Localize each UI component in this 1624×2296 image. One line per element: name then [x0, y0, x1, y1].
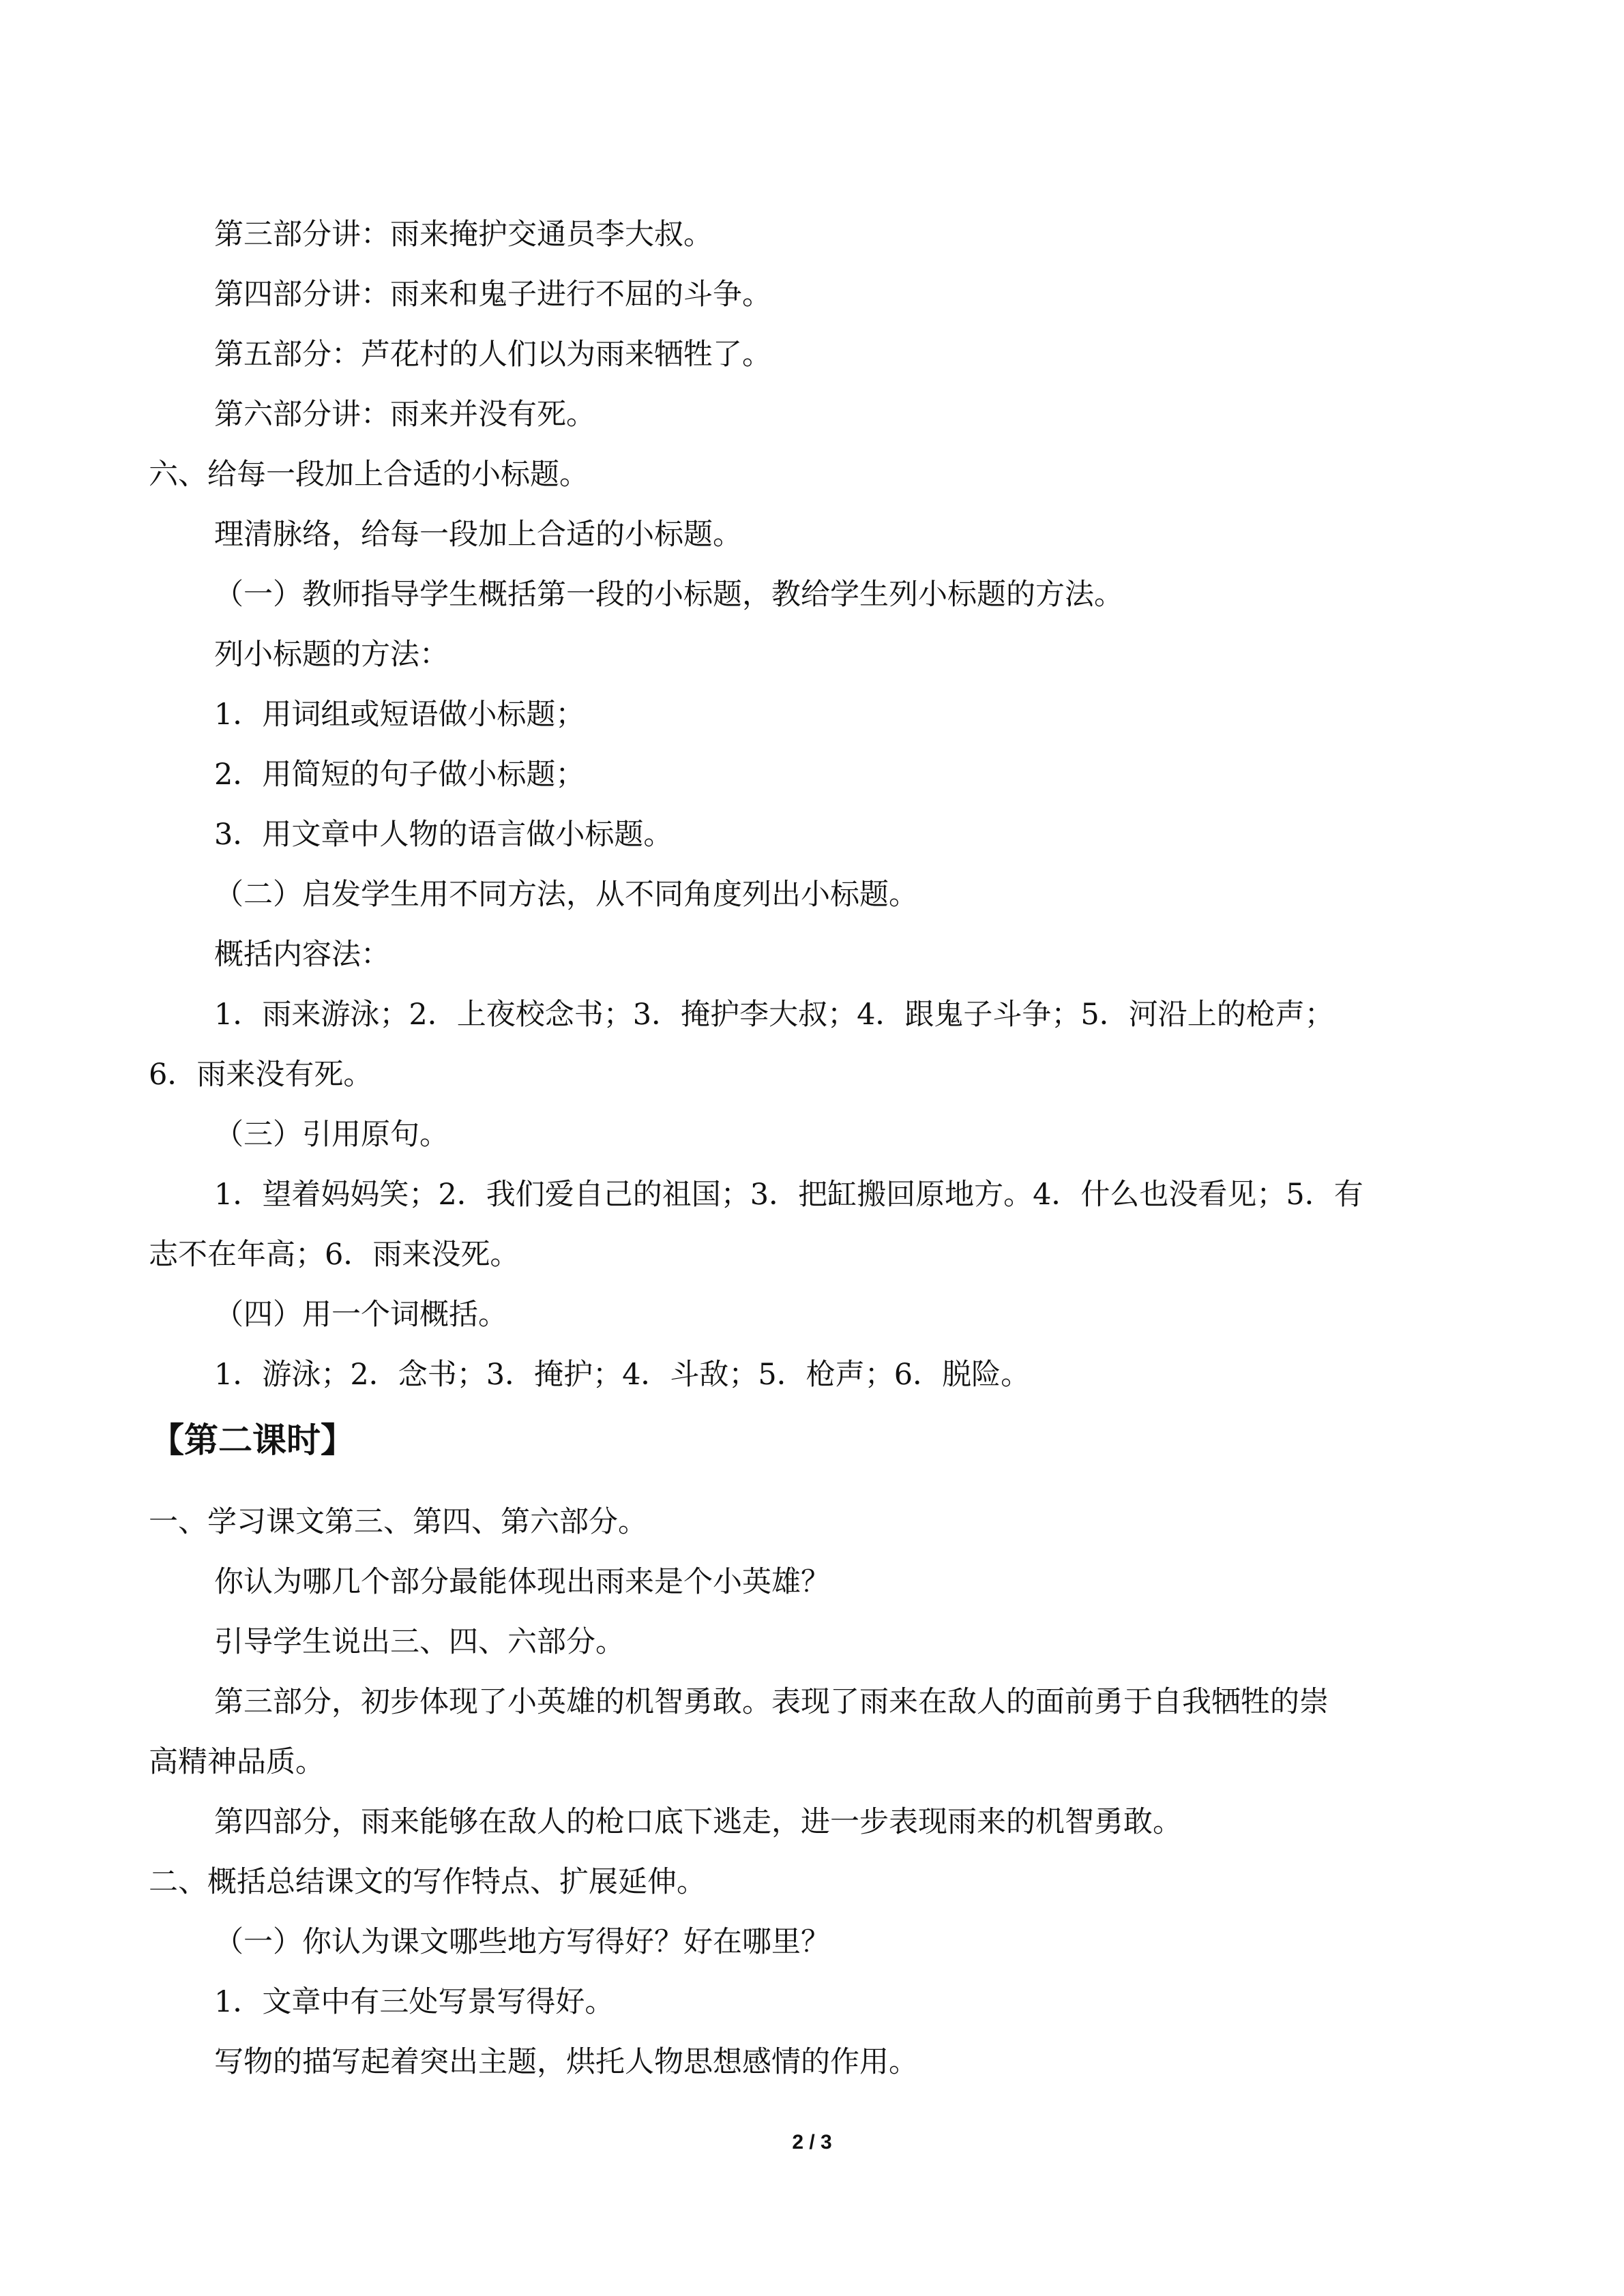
text-line: 第四部分，雨来能够在敌人的枪口底下逃走，进一步表现雨来的机智勇敢。 — [214, 1805, 1182, 1839]
text-line: 概括内容法： — [214, 938, 390, 972]
text-line: （四）用一个词概括。 — [214, 1298, 507, 1332]
text-line: （一）教师指导学生概括第一段的小标题，教给学生列小标题的方法。 — [214, 578, 1123, 612]
text-line: 1．雨来游泳；2．上夜校念书；3．掩护李大叔；4．跟鬼子斗争；5．河沿上的枪声； — [214, 998, 1334, 1032]
text-line: 理清脉络，给每一段加上合适的小标题。 — [214, 518, 742, 552]
text-line: （三）引用原句。 — [214, 1118, 449, 1152]
list-item: 1．用词组或短语做小标题； — [214, 698, 585, 732]
text-line: 第四部分讲：雨来和鬼子进行不屈的斗争。 — [214, 278, 771, 312]
text-line: 第三部分讲：雨来掩护交通员李大叔。 — [214, 218, 713, 252]
list-item: 1．文章中有三处写景写得好。 — [214, 1985, 615, 2019]
text-line: 第五部分：芦花村的人们以为雨来牺牲了。 — [214, 338, 771, 372]
list-item: 2．用简短的句子做小标题； — [214, 758, 585, 792]
section-title: 一、学习课文第三、第四、第六部分。 — [149, 1505, 647, 1539]
text-line: 你认为哪几个部分最能体现出雨来是个小英雄？ — [214, 1565, 830, 1599]
text-line: 引导学生说出三、四、六部分。 — [214, 1625, 625, 1659]
text-line: 高精神品质。 — [149, 1745, 325, 1779]
text-line: 写物的描写起着突出主题，烘托人物思想感情的作用。 — [214, 2045, 918, 2079]
text-line: 第三部分，初步体现了小英雄的机智勇敢。表现了雨来在敌人的面前勇于自我牺牲的崇 — [214, 1685, 1329, 1719]
text-line: 志不在年高；6．雨来没死。 — [149, 1238, 520, 1272]
text-line: 6．雨来没有死。 — [149, 1058, 373, 1092]
section-title: 二、概括总结课文的写作特点、扩展延伸。 — [149, 1865, 706, 1899]
text-line: （二）启发学生用不同方法，从不同角度列出小标题。 — [214, 878, 918, 912]
text-line: 1．望着妈妈笑；2．我们爱自己的祖国；3．把缸搬回原地方。4．什么也没看见；5．有 — [214, 1178, 1363, 1212]
section-title: 六、给每一段加上合适的小标题。 — [149, 458, 589, 492]
text-line: 列小标题的方法： — [214, 638, 449, 672]
text-line: 1．游泳；2．念书；3．掩护；4．斗敌；5．枪声；6．脱险。 — [214, 1358, 1031, 1392]
lesson-heading: 【第二课时】 — [150, 1420, 355, 1460]
text-line: 第六部分讲：雨来并没有死。 — [214, 398, 595, 432]
page-number: 2 / 3 — [792, 2131, 832, 2153]
list-item: 3．用文章中人物的语言做小标题。 — [214, 818, 673, 852]
text-line: （一）你认为课文哪些地方写得好？好在哪里？ — [214, 1925, 830, 1959]
